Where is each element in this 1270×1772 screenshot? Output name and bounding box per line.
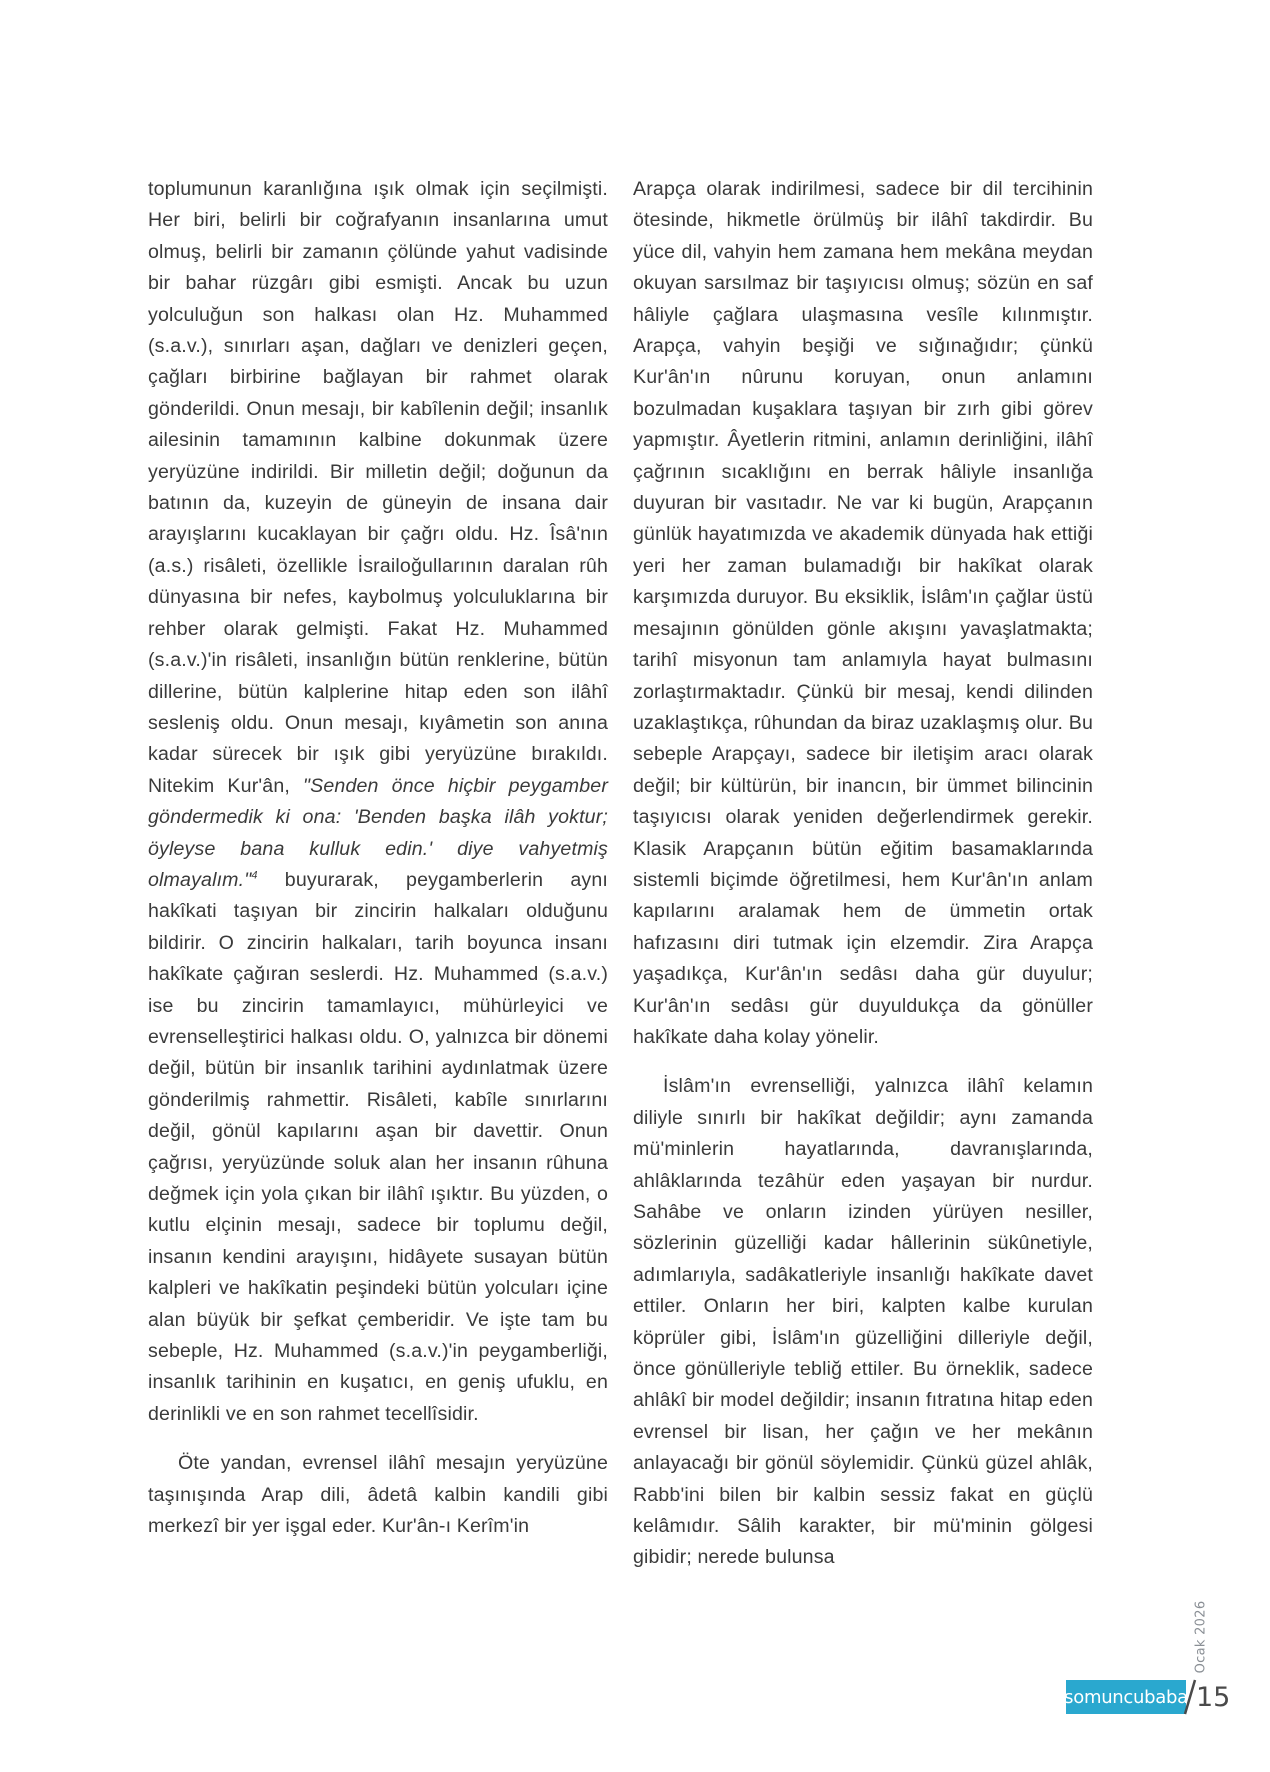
page-number: 15 bbox=[1196, 1681, 1231, 1713]
left-paragraph-1-continued: buyurarak, peygamberlerin aynı hakîkati taşıyan bir zincirin halkaları olduğunu bildirir. O zincirin halkaları, tarih boyunca insanı hakîkate çağıran seslerdi. Hz. Muhammed (s.a.v.) ise bu zincirin tamamlayıcı, mühürleyici ve evrenselleştirici halkası oldu. O, yalnızca bir dönemi değil, bütün bir insanlık tarihini aydınlatmak üzere gönderilmiş rahmettir. Risâleti, kabîle sınırlarını değil, gönül kapılarını aşan bir davettir. Onun çağrısı, yeryüzünde soluk alan her insanın rûhuna değmek için yola çıkan bir ilâhî ışıktır. Bu yüzden, o kutlu elçinin mesajı, sadece bir toplumu değil, insanın kendini arayışını, hidâyete susayan bütün kalpleri ve hakîkatin peşindeki bütün yolcuları içine alan büyük bir şefkat çemberidir. Ve işte tam bu sebeple, Hz. Muhammed (s.a.v.)'in peygamberliği, insanlık tarihinin en kuşatıcı, en geniş ufuklu, en derinlikli ve en son rahmet tecellîsidir. bbox=[148, 868, 608, 1425]
magazine-name: somuncubaba bbox=[1064, 1686, 1188, 1708]
right-column bbox=[633, 174, 1093, 1574]
left-column bbox=[148, 174, 608, 1542]
left-paragraph-2: Öte yandan, evrensel ilâhî mesajın yeryüzüne taşınışında Arap dili, âdetâ kalbin kandili gibi merkezî bir yer işgal eder. Kur'ân-ı Kerîm'in bbox=[148, 1452, 608, 1538]
left-paragraph-1 bbox=[148, 174, 608, 1430]
footnote-marker[interactable]: 4 bbox=[251, 869, 258, 882]
magazine-logo bbox=[1066, 1680, 1186, 1714]
quran-quote: "Senden önce hiçbir peygamber göndermedik ki ona: 'Benden başka ilâh yoktur; öyleyse bana kulluk edin.' diye vahyetmiş olmayalım." bbox=[148, 774, 608, 891]
left-paragraph-1-text: toplumunun karanlığına ışık olmak için seçilmişti. Her biri, belirli bir coğrafyanın insanlarına umut olmuş, belirli bir zamanın çölünde yahut vadisinde bir bahar rüzgârı gibi esmişti. Ancak bu uzun yolculuğun son halkası olan Hz. Muhammed (s.a.v.), sınırları aşan, dağları ve denizleri geçen, çağları birbirine bağlayan bir rahmet olarak gönderildi. Onun mesajı, bir kabîlenin değil; insanlık ailesinin tamamının kalbine dokunmak üzere yeryüzüne indirildi. Bir milletin değil; doğunun da batının da, kuzeyin de güneyin de insana dair arayışlarını kucaklayan bir çağrı oldu. Hz. Îsâ'nın (a.s.) risâleti, özellikle İsrailoğullarının daralan rûh dünyasına bir nefes, kaybolmuş yolculuklarına bir rehber olarak gelmişti. Fakat Hz. Muhammed (s.a.v.)'in risâleti, insanlığın bütün renklerine, bütün dillerine, bütün kalplerine hitap eden son ilâhî sesleniş oldu. Onun mesajı, kıyâmetin son anına kadar sürecek bir ışık gibi yeryüzüne bırakıldı. Nitekim Kur'ân, bbox=[148, 178, 608, 797]
issue-date bbox=[1186, 1596, 1216, 1678]
right-paragraph-1: Arapça olarak indirilmesi, sadece bir dil tercihinin ötesinde, hikmetle örülmüş bir ilâhî takdirdir. Bu yüce dil, vahyin hem zamana hem mekâna meydan okuyan sarsılmaz bir taşıyıcısı olmuş; sözün en saf hâliyle çağlara ulaşmasına vesîle kılınmıştır. Arapça, vahyin beşiği ve sığınağıdır; çünkü Kur'ân'ın nûrunu koruyan, onun anlamını bozulmadan kuşaklara taşıyan bir zırh gibi görev yapmıştır. Âyetlerin ritmini, anlamın derinliğini, ilâhî çağrının sıcaklığını en berrak hâliyle insanlığa duyuran bir vasıtadır. Ne var ki bugün, Arapçanın günlük hayatımızda ve akademik dünyada hak ettiği yeri her zaman bulamadığı bir hakîkat olarak karşımızda duruyor. Bu eksiklik, İslâm'ın çağlar üstü mesajının gönülden gönle akışını yavaşlatmakta; tarihî misyonun tam anlamıyla hayat bulmasını zorlaştırmaktadır. Çünkü bir mesaj, kendi dilinden uzaklaştıkça, rûhundan da biraz uzaklaşmış olur. Bu sebeple Arapçayı, sadece bir iletişim aracı olarak değil; bir kültürün, bir inancın, bir ümmet bilincinin taşıyıcısı olarak yeniden değerlendirmek gerekir. Klasik Arapçanın bütün eğitim basamaklarında sistemli biçimde öğretilmesi, hem Kur'ân'ın anlam kapılarını aralamak hem de ümmetin ortak hafızasını diri tutmak için elzemdir. Zira Arapça yaşadıkça, Kur'ân'ın sedâsı daha gür duyulur; Kur'ân'ın sedâsı gür duyuldukça da gönüller hakîkate daha kolay yönelir. bbox=[633, 178, 1093, 1048]
right-paragraph-2: İslâm'ın evrenselliği, yalnızca ilâhî kelamın diliyle sınırlı bir hakîkat değildir; aynı zamanda mü'minlerin hayatlarında, davranışlarında, ahlâklarında tezâhür eden yaşayan bir nurdur. Sahâbe ve onların izinden yürüyen nesiller, sözlerinin güzelliği kadar hâllerinin sükûnetiyle, adımlarıyla, sadâkatleriyle insanlığı hakîkate davet ettiler. Onların her biri, kalpten kalbe kurulan köprüler gibi, İslâm'ın güzelliğini dilleriyle değil, önce gönülleriyle tebliğ ettiler. Bu örneklik, sadece ahlâkî bir model değildir; insanın fıtratına hitap eden evrensel bir lisan, her çağın ve her mekânın anlayacağı bir gönül söylemidir. Çünkü güzel ahlâk, Rabb'ini bilen bir kalbin sessiz fakat en güçlü kelâmıdır. Sâlih karakter, bir mü'minin gölgesi gibidir; nerede bulunsa bbox=[633, 1075, 1093, 1569]
issue-date-text: Ocak 2026 bbox=[1193, 1600, 1209, 1674]
